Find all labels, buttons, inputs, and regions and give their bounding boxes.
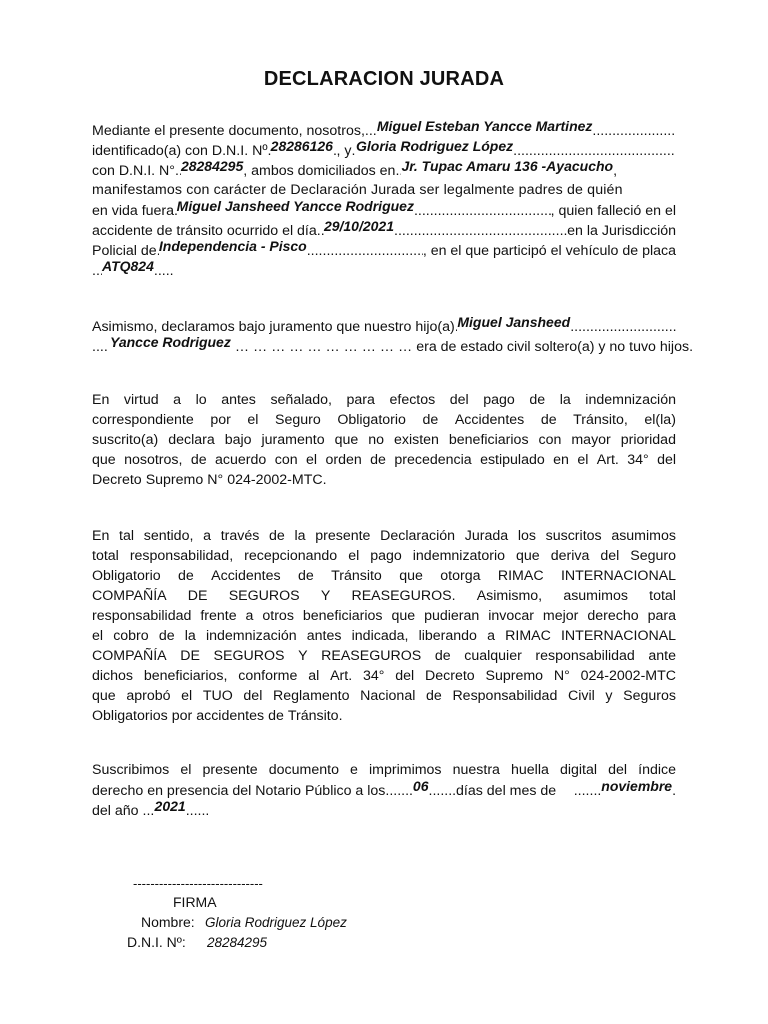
word: mayor [571, 432, 611, 448]
signer-dni-label: D.N.I. Nº: [127, 934, 186, 950]
word: Tránsito, [573, 412, 628, 428]
word: de [269, 528, 285, 544]
word: con [538, 432, 562, 448]
word: la [294, 528, 306, 544]
p1-line-4: manifestamos con carácter de Declaración Jurada ser legalmente padres de quién [92, 182, 623, 198]
word: nosotros, [124, 452, 183, 468]
fill-jurisdiction: Independencia - Pisco [158, 238, 307, 254]
fill-date: 29/10/2021 [323, 218, 395, 234]
word: Obligatorio [92, 568, 161, 584]
word: asumimos [563, 588, 628, 604]
word: nuestra [452, 762, 500, 778]
word: conforme [238, 668, 298, 684]
word: Y [298, 648, 308, 664]
word: para [647, 608, 676, 624]
word: beneficiarios [302, 608, 383, 624]
fill-deceased: Miguel Jansheed Yancce Rodriguez [176, 198, 414, 214]
p3-line-5 [92, 470, 676, 490]
p1-line-8 [92, 260, 676, 280]
fill-address: Jr. Tupac Amaru 136 -Ayacucho [401, 158, 614, 174]
word: N° [553, 668, 570, 684]
p4-line-8 [92, 666, 676, 686]
word: el [348, 548, 360, 564]
word: Tránsito [331, 568, 382, 584]
p5-line-1 [92, 760, 676, 780]
word: asumimos [611, 528, 676, 544]
word: presente [202, 762, 258, 778]
word: indemnizatorio [412, 548, 506, 564]
word: suscritos [545, 528, 602, 544]
word: que [391, 608, 416, 624]
word: huella [511, 762, 549, 778]
word: otorga [440, 568, 481, 584]
word: otros [262, 608, 294, 624]
word: acuerdo [215, 452, 267, 468]
word: Asimismo, [476, 588, 543, 604]
word: antes [221, 392, 256, 408]
word: en [553, 452, 569, 468]
word: dichos [92, 668, 134, 684]
word: no [368, 432, 384, 448]
fill-child-first: Miguel Jansheed [457, 314, 571, 330]
p2-line-1: Asimismo, declaramos bajo juramento que nuestro hijo(a) ..... Miguel Jansheed ..... [92, 316, 676, 336]
word: Suscribimos [92, 762, 170, 778]
p2-line-2: ..... Yancce Rodriguez … … … … … … … … … … era de estado civil soltero(a) y no tuvo hijos. [92, 336, 676, 356]
word: RIMAC [505, 628, 551, 644]
word: pago [483, 392, 515, 408]
word: COMPAÑÍA [92, 588, 167, 604]
fill-plate: ATQ824 [102, 258, 154, 274]
word: de [422, 412, 439, 428]
word: de [370, 452, 386, 468]
document-title: DECLARACION JURADA [263, 68, 505, 90]
p1-line-1: Mediante el presente documento, nosotros, ..... Miguel Esteban Yancce Martinez ..... [92, 120, 676, 140]
p3-line-2 [92, 410, 676, 430]
word: tal [119, 528, 135, 544]
word: la [559, 392, 571, 408]
p4-line-4 [92, 586, 676, 606]
word: RIMAC [497, 568, 544, 584]
word: correspondiente [92, 412, 194, 428]
word: el [577, 452, 589, 468]
word: DE [187, 588, 208, 604]
p3-line-1 [92, 390, 676, 410]
word: para [346, 392, 375, 408]
word: precedencia [394, 452, 472, 468]
word: presente [315, 528, 371, 544]
word: la [184, 628, 196, 644]
word: Obligatorios [92, 708, 168, 724]
word: liberando [418, 628, 477, 644]
word: 34° [362, 668, 385, 684]
p1-line-5: en vida fuera ..... Miguel Jansheed Yancce Rodriguez ..... , quien falleció en el [92, 200, 676, 220]
word: el [247, 412, 259, 428]
word: SEGUROS [213, 648, 285, 664]
word: invocar [488, 608, 534, 624]
word: ante [648, 648, 677, 664]
word: N° [207, 472, 224, 488]
p5-line-3: del año ..... 2021 ..... [92, 800, 676, 820]
fill-child-last: Yancce Rodriguez [110, 334, 231, 350]
p4-line-9 [92, 686, 676, 706]
word: el [180, 762, 192, 778]
fill-month: noviembre [601, 778, 673, 794]
word: 024-2002-MTC [580, 668, 677, 684]
word: SEGUROS [228, 588, 300, 604]
word: REASEGUROS [321, 648, 422, 664]
word: los [517, 528, 536, 544]
word: de [434, 648, 451, 664]
word: el [92, 628, 104, 644]
word: aprobó [126, 688, 171, 704]
word: Accidentes [211, 568, 281, 584]
word: de [268, 708, 284, 724]
p4-line-5 [92, 606, 676, 626]
word: Decreto [92, 472, 142, 488]
word: 024-2002-MTC. [227, 472, 327, 488]
p1-line-6: accidente de tránsito ocurrido el día ..... 29/10/2021 ..... en la Jurisdicción [92, 220, 676, 240]
word: Declaración [380, 528, 456, 544]
word: responsabilidad, [129, 548, 234, 564]
word: Art. [330, 668, 353, 684]
p4-line-3 [92, 566, 676, 586]
word: y [605, 688, 613, 704]
word: el [306, 452, 318, 468]
word: total [92, 548, 119, 564]
word: lo [195, 392, 207, 408]
word: sentido, [143, 528, 194, 544]
word: de [178, 568, 194, 584]
word: existen [393, 432, 439, 448]
word: Seguros [623, 688, 676, 704]
word: indicada, [351, 628, 409, 644]
p4-line-10 [92, 706, 676, 726]
word: que [92, 452, 116, 468]
word: INTERNACIONAL [560, 568, 677, 584]
word: Seguro [630, 548, 676, 564]
word: beneficiarios [448, 432, 529, 448]
word: a [173, 392, 182, 408]
p3-line-3 [92, 430, 676, 450]
signer-name: Gloria Rodriguez López [205, 915, 347, 930]
word: de [190, 452, 207, 468]
word: En [92, 392, 110, 408]
word: declara [168, 432, 215, 448]
p3-line-4 [92, 450, 676, 470]
word: del [600, 548, 620, 564]
word: indemnización [585, 392, 676, 408]
word: Supremo [485, 668, 544, 684]
word: del [608, 762, 628, 778]
word: Y [320, 588, 331, 604]
word: estipulado [480, 452, 545, 468]
word: Seguro [275, 412, 321, 428]
word: juramento [261, 432, 325, 448]
word: Decreto [424, 668, 475, 684]
word: REASEGUROS. [351, 588, 456, 604]
p4-line-1 [92, 526, 676, 546]
word: pudieran [424, 608, 480, 624]
word: Tránsito. [287, 708, 343, 724]
signer-name-label: Nombre: [141, 914, 195, 930]
word: por [210, 412, 231, 428]
word: través [220, 528, 260, 544]
word: el [181, 688, 193, 704]
word: del [243, 688, 263, 704]
word: de [297, 568, 314, 584]
word: del [395, 668, 415, 684]
word: En [92, 528, 110, 544]
word: responsabilidad [535, 648, 635, 664]
word: de [529, 392, 546, 408]
word: derecho [587, 608, 639, 624]
word: con [274, 452, 298, 468]
word: del [657, 452, 677, 468]
signature-label: FIRMA [173, 894, 217, 910]
word: que [516, 548, 540, 564]
p5-line-2: derecho en presencia del Notario Público a los ..... 06 ..... días del mes de ..... noviembre . [92, 780, 676, 800]
word: Obligatorio [337, 412, 406, 428]
word: antes [306, 628, 342, 644]
p4-line-7 [92, 646, 676, 666]
word: deriva [550, 548, 590, 564]
fill-dni-1: 28286126 [270, 138, 333, 154]
word: señalado, [270, 392, 332, 408]
word: orden [325, 452, 362, 468]
word: indemnización [205, 628, 297, 644]
fill-dni-2: 28284295 [180, 158, 244, 174]
word: a [487, 628, 495, 644]
word: pago [370, 548, 402, 564]
word: DE [180, 648, 200, 664]
word: Art. [596, 452, 619, 468]
word: e [350, 762, 358, 778]
fill-day: 06 [412, 778, 429, 794]
word: que [399, 568, 423, 584]
signer-dni: 28284295 [207, 935, 268, 950]
word: a [245, 608, 254, 624]
word: efectos [389, 392, 436, 408]
word: Jurada [464, 528, 509, 544]
word: total [649, 588, 676, 604]
word: imprimimos [369, 762, 442, 778]
word: del [449, 392, 469, 408]
word: responsabilidad [92, 608, 192, 624]
p1-line-3: con D.N.I. N° ..... 28284295 , ambos domiciliados en ..... Jr. Tupac Amaru 136 -Ayacucho , [92, 160, 676, 180]
word: documento [268, 762, 339, 778]
word: frente [200, 608, 237, 624]
word: mejor [542, 608, 579, 624]
word: Civil [567, 688, 595, 704]
word: COMPAÑÍA [92, 648, 167, 664]
word: de [426, 688, 442, 704]
word: Supremo [145, 472, 204, 488]
word: accidentes [196, 708, 265, 724]
word: recepcionando [244, 548, 338, 564]
word: Nacional [360, 688, 416, 704]
word: prioridad [620, 432, 676, 448]
word: bajo [224, 432, 252, 448]
p4-line-6 [92, 626, 676, 646]
word: 34° [627, 452, 649, 468]
p1-line-7: Policial de ..... Independencia - Pisco ..... , en el que participó el vehículo de placa [92, 240, 676, 260]
word: al [308, 668, 320, 684]
word: el(la) [644, 412, 676, 428]
word: Reglamento [273, 688, 350, 704]
word: cualquier [464, 648, 522, 664]
word: Responsabilidad [452, 688, 558, 704]
word: INTERNACIONAL [560, 628, 677, 644]
fill-name-2: Gloria Rodriguez López [356, 138, 514, 154]
word: de [540, 412, 557, 428]
fill-name-1: Miguel Esteban Yancce Martinez [376, 118, 593, 134]
word: beneficiarios, [143, 668, 228, 684]
word: que [92, 688, 116, 704]
p4-line-2 [92, 546, 676, 566]
word: cobro [113, 628, 149, 644]
signature-line: ------------------------------ [133, 876, 263, 891]
word: por [171, 708, 193, 724]
word: que [334, 432, 359, 448]
word: Accidentes [454, 412, 525, 428]
word: índice [638, 762, 676, 778]
word: suscrito(a) [92, 432, 159, 448]
word: virtud [123, 392, 159, 408]
p1-line-2: identificado(a) con D.N.I. Nº ..... 28286126 ..... , y ..... Gloria Rodriguez López ..... [92, 140, 676, 160]
fill-year: 2021 [154, 798, 186, 814]
word: de [158, 628, 175, 644]
word: TUO [202, 688, 233, 704]
word: a [203, 528, 211, 544]
word: digital [559, 762, 598, 778]
